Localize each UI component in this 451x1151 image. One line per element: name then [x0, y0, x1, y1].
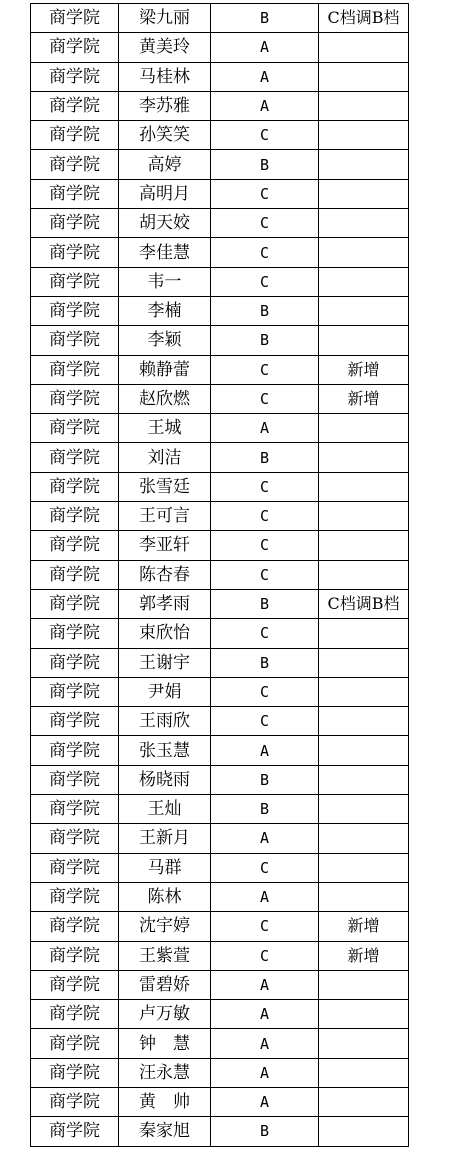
grade-cell: C [211, 384, 319, 413]
college-cell: 商学院 [31, 150, 119, 179]
grade-cell: C [211, 209, 319, 238]
note-cell [319, 121, 409, 150]
student-name-cell: 张玉慧 [119, 736, 211, 765]
grade-cell: C [211, 472, 319, 501]
college-cell: 商学院 [31, 384, 119, 413]
table-row [31, 502, 409, 531]
grade-cell: B [211, 795, 319, 824]
note-cell [319, 765, 409, 794]
table-row [31, 648, 409, 677]
note-cell [319, 795, 409, 824]
grade-cell: C [211, 619, 319, 648]
college-cell: 商学院 [31, 355, 119, 384]
table-row [31, 33, 409, 62]
college-cell: 商学院 [31, 443, 119, 472]
table-row [31, 589, 409, 618]
student-name-cell: 沈宇婷 [119, 912, 211, 941]
table-row [31, 795, 409, 824]
note-cell [319, 326, 409, 355]
student-name-cell: 高婷 [119, 150, 211, 179]
student-name-cell: 李亚轩 [119, 531, 211, 560]
student-name-cell: 束欣怡 [119, 619, 211, 648]
grade-cell: B [211, 1117, 319, 1146]
college-cell: 商学院 [31, 33, 119, 62]
note-cell [319, 531, 409, 560]
note-cell [319, 560, 409, 589]
note-cell [319, 443, 409, 472]
note-cell [319, 238, 409, 267]
table-row [31, 736, 409, 765]
student-name-cell: 李佳慧 [119, 238, 211, 267]
student-name-cell: 马桂林 [119, 62, 211, 91]
table-row [31, 531, 409, 560]
table-row [31, 1117, 409, 1146]
grade-cell: B [211, 765, 319, 794]
grade-cell: C [211, 121, 319, 150]
grade-cell: A [211, 33, 319, 62]
table-row [31, 179, 409, 208]
note-cell [319, 736, 409, 765]
grade-cell: B [211, 4, 319, 33]
student-name-cell: 雷碧娇 [119, 970, 211, 999]
student-name-cell: 王可言 [119, 502, 211, 531]
grade-cell: A [211, 1029, 319, 1058]
college-cell: 商学院 [31, 267, 119, 296]
note-cell [319, 707, 409, 736]
college-cell: 商学院 [31, 179, 119, 208]
grade-cell: C [211, 179, 319, 208]
note-cell [319, 882, 409, 911]
student-name-cell: 王谢宇 [119, 648, 211, 677]
note-cell [319, 853, 409, 882]
grade-cell: C [211, 853, 319, 882]
student-name-cell: 梁九丽 [119, 4, 211, 33]
college-cell: 商学院 [31, 91, 119, 120]
student-name-cell: 杨晓雨 [119, 765, 211, 794]
table-row [31, 91, 409, 120]
grade-cell: C [211, 707, 319, 736]
grade-cell: B [211, 326, 319, 355]
note-cell [319, 619, 409, 648]
college-cell: 商学院 [31, 824, 119, 853]
student-name-cell: 马群 [119, 853, 211, 882]
student-name-cell: 刘洁 [119, 443, 211, 472]
college-cell: 商学院 [31, 707, 119, 736]
table-row [31, 121, 409, 150]
student-name-cell: 黄美玲 [119, 33, 211, 62]
note-cell [319, 1087, 409, 1116]
note-cell [319, 62, 409, 91]
note-cell: 新增 [319, 355, 409, 384]
college-cell: 商学院 [31, 472, 119, 501]
table-row [31, 912, 409, 941]
table-row [31, 296, 409, 325]
table-row [31, 882, 409, 911]
grade-cell: C [211, 355, 319, 384]
note-cell [319, 1000, 409, 1029]
grade-cell: A [211, 736, 319, 765]
grade-cell: C [211, 560, 319, 589]
student-name-cell: 王雨欣 [119, 707, 211, 736]
table-row [31, 824, 409, 853]
note-cell [319, 472, 409, 501]
note-cell: 新增 [319, 912, 409, 941]
student-name-cell: 钟 慧 [119, 1029, 211, 1058]
student-name-cell: 陈林 [119, 882, 211, 911]
college-cell: 商学院 [31, 560, 119, 589]
student-name-cell: 李颖 [119, 326, 211, 355]
grade-cell: A [211, 1000, 319, 1029]
table-row [31, 970, 409, 999]
college-cell: 商学院 [31, 619, 119, 648]
student-name-cell: 黄 帅 [119, 1087, 211, 1116]
note-cell: 新增 [319, 941, 409, 970]
grade-cell: A [211, 91, 319, 120]
table-row [31, 1058, 409, 1087]
grade-cell: C [211, 941, 319, 970]
table-row [31, 619, 409, 648]
college-cell: 商学院 [31, 677, 119, 706]
note-cell [319, 1117, 409, 1146]
college-cell: 商学院 [31, 736, 119, 765]
student-name-cell: 卢万敏 [119, 1000, 211, 1029]
table-row [31, 326, 409, 355]
table-row [31, 443, 409, 472]
college-cell: 商学院 [31, 414, 119, 443]
student-grade-table [30, 3, 409, 1147]
student-name-cell: 秦家旭 [119, 1117, 211, 1146]
college-cell: 商学院 [31, 62, 119, 91]
table-row [31, 4, 409, 33]
student-name-cell: 赵欣燃 [119, 384, 211, 413]
note-cell [319, 91, 409, 120]
note-cell [319, 648, 409, 677]
table-row [31, 472, 409, 501]
note-cell [319, 33, 409, 62]
student-name-cell: 王紫萱 [119, 941, 211, 970]
table-body [31, 4, 409, 1147]
grade-cell: C [211, 267, 319, 296]
table-row [31, 384, 409, 413]
table-row [31, 677, 409, 706]
grade-cell: A [211, 970, 319, 999]
grade-cell: C [211, 502, 319, 531]
student-name-cell: 王城 [119, 414, 211, 443]
note-cell: 新增 [319, 384, 409, 413]
student-name-cell: 李楠 [119, 296, 211, 325]
student-name-cell: 王灿 [119, 795, 211, 824]
college-cell: 商学院 [31, 1117, 119, 1146]
student-name-cell: 汪永慧 [119, 1058, 211, 1087]
college-cell: 商学院 [31, 970, 119, 999]
table-row [31, 765, 409, 794]
table-row [31, 414, 409, 443]
note-cell: C档调B档 [319, 589, 409, 618]
student-name-cell: 韦一 [119, 267, 211, 296]
note-cell [319, 1058, 409, 1087]
table-row [31, 1000, 409, 1029]
table-row [31, 707, 409, 736]
note-cell [319, 296, 409, 325]
student-name-cell: 高明月 [119, 179, 211, 208]
note-cell [319, 150, 409, 179]
grade-cell: A [211, 824, 319, 853]
grade-cell: A [211, 882, 319, 911]
college-cell: 商学院 [31, 4, 119, 33]
table-row [31, 355, 409, 384]
college-cell: 商学院 [31, 589, 119, 618]
college-cell: 商学院 [31, 912, 119, 941]
grade-cell: C [211, 531, 319, 560]
student-name-cell: 赖静蕾 [119, 355, 211, 384]
note-cell [319, 677, 409, 706]
grade-cell: B [211, 296, 319, 325]
grade-cell: B [211, 443, 319, 472]
college-cell: 商学院 [31, 502, 119, 531]
note-cell [319, 209, 409, 238]
college-cell: 商学院 [31, 765, 119, 794]
grade-cell: B [211, 648, 319, 677]
college-cell: 商学院 [31, 326, 119, 355]
grade-cell: B [211, 589, 319, 618]
college-cell: 商学院 [31, 121, 119, 150]
table-row [31, 209, 409, 238]
note-cell: C档调B档 [319, 4, 409, 33]
college-cell: 商学院 [31, 941, 119, 970]
college-cell: 商学院 [31, 1087, 119, 1116]
grade-cell: A [211, 62, 319, 91]
grade-cell: C [211, 912, 319, 941]
student-name-cell: 李苏雅 [119, 91, 211, 120]
table-row [31, 941, 409, 970]
college-cell: 商学院 [31, 238, 119, 267]
student-name-cell: 尹娟 [119, 677, 211, 706]
college-cell: 商学院 [31, 296, 119, 325]
table-row [31, 1087, 409, 1116]
grade-cell: B [211, 150, 319, 179]
college-cell: 商学院 [31, 1000, 119, 1029]
table-row [31, 853, 409, 882]
table-row [31, 1029, 409, 1058]
student-name-cell: 陈杏春 [119, 560, 211, 589]
grade-cell: A [211, 1087, 319, 1116]
table-row [31, 150, 409, 179]
college-cell: 商学院 [31, 531, 119, 560]
table-row [31, 62, 409, 91]
note-cell [319, 179, 409, 208]
student-name-cell: 郭孝雨 [119, 589, 211, 618]
note-cell [319, 1029, 409, 1058]
student-name-cell: 王新月 [119, 824, 211, 853]
student-name-cell: 孙笑笑 [119, 121, 211, 150]
college-cell: 商学院 [31, 209, 119, 238]
grade-cell: C [211, 238, 319, 267]
grade-cell: C [211, 677, 319, 706]
college-cell: 商学院 [31, 882, 119, 911]
note-cell [319, 414, 409, 443]
table-row [31, 267, 409, 296]
note-cell [319, 970, 409, 999]
college-cell: 商学院 [31, 795, 119, 824]
grade-cell: A [211, 414, 319, 443]
table-row [31, 560, 409, 589]
college-cell: 商学院 [31, 853, 119, 882]
college-cell: 商学院 [31, 1058, 119, 1087]
college-cell: 商学院 [31, 1029, 119, 1058]
note-cell [319, 267, 409, 296]
student-name-cell: 张雪廷 [119, 472, 211, 501]
note-cell [319, 824, 409, 853]
grade-cell: A [211, 1058, 319, 1087]
college-cell: 商学院 [31, 648, 119, 677]
student-name-cell: 胡天姣 [119, 209, 211, 238]
table-row [31, 238, 409, 267]
note-cell [319, 502, 409, 531]
